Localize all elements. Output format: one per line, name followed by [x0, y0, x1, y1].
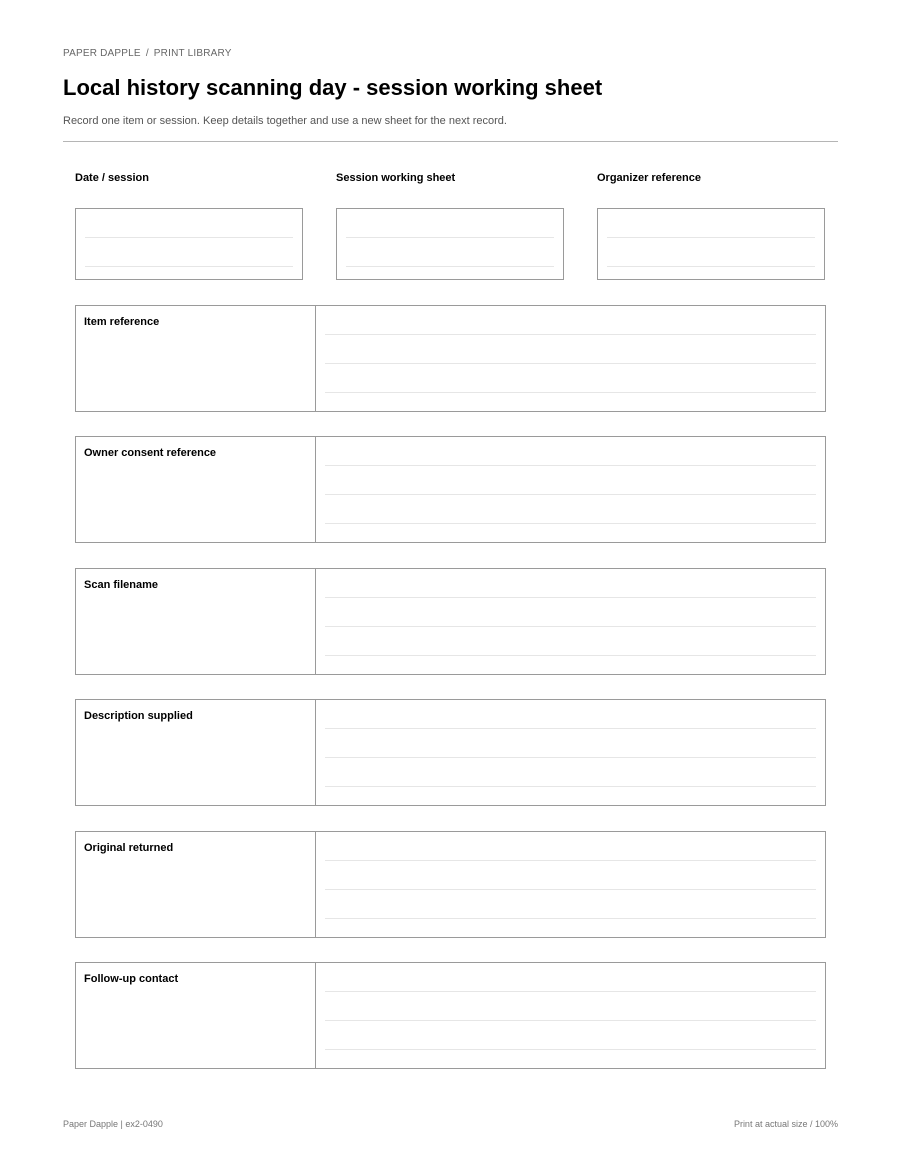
page-title: Local history scanning day - session working sheet	[63, 75, 603, 100]
write-line	[325, 334, 816, 335]
write-line	[325, 655, 816, 656]
write-line	[325, 392, 816, 393]
write-line	[325, 786, 816, 787]
date-session-write-box[interactable]	[75, 208, 303, 280]
date-session-label: Date / session	[75, 172, 149, 184]
description-supplied-write-area[interactable]	[316, 700, 825, 805]
page-subtitle: Record one item or session. Keep details together and use a new sheet for the next record.	[63, 115, 507, 127]
write-line	[607, 266, 815, 267]
description-supplied-label: Description supplied	[76, 700, 316, 805]
write-line	[325, 889, 816, 890]
original-returned-label: Original returned	[76, 832, 316, 937]
write-line	[325, 1020, 816, 1021]
owner-consent-reference-write-area[interactable]	[316, 437, 825, 542]
item-reference-label: Item reference	[76, 306, 316, 411]
breadcrumb-brand: PAPER DAPPLE	[63, 48, 141, 59]
write-line	[346, 266, 554, 267]
write-line	[325, 363, 816, 364]
write-line	[325, 991, 816, 992]
follow-up-contact-row	[75, 962, 826, 1069]
write-line	[325, 860, 816, 861]
write-line	[346, 237, 554, 238]
owner-consent-reference-label: Owner consent reference	[76, 437, 316, 542]
session-working-sheet-write-box[interactable]	[336, 208, 564, 280]
original-returned-row	[75, 831, 826, 938]
write-line	[325, 494, 816, 495]
write-line	[85, 266, 293, 267]
write-line	[325, 728, 816, 729]
write-line	[325, 1049, 816, 1050]
footer-print-note: Print at actual size / 100%	[733, 1119, 838, 1129]
owner-consent-reference-row	[75, 436, 826, 543]
organizer-reference-write-box[interactable]	[597, 208, 825, 280]
description-supplied-row	[75, 699, 826, 806]
follow-up-contact-label: Follow-up contact	[76, 963, 316, 1068]
organizer-reference-label: Organizer reference	[597, 172, 701, 184]
write-line	[325, 597, 816, 598]
session-working-sheet-label: Session working sheet	[336, 172, 456, 184]
original-returned-write-area[interactable]	[316, 832, 825, 937]
breadcrumb-section: PRINT LIBRARY	[153, 48, 232, 59]
breadcrumb	[63, 48, 232, 59]
write-line	[607, 237, 815, 238]
session-working-sheet-field	[336, 172, 564, 280]
header-divider	[63, 141, 838, 142]
item-reference-write-area[interactable]	[316, 306, 825, 411]
organizer-reference-field	[597, 172, 825, 280]
breadcrumb-separator: /	[145, 48, 149, 59]
scan-filename-label: Scan filename	[76, 569, 316, 674]
write-line	[325, 757, 816, 758]
item-reference-row	[75, 305, 826, 412]
write-line	[325, 918, 816, 919]
write-line	[85, 237, 293, 238]
write-line	[325, 523, 816, 524]
scan-filename-write-area[interactable]	[316, 569, 825, 674]
scan-filename-row	[75, 568, 826, 675]
footer-source: Paper Dapple | ex2-0490	[63, 1119, 163, 1129]
date-session-field	[75, 172, 303, 280]
write-line	[325, 465, 816, 466]
write-line	[325, 626, 816, 627]
follow-up-contact-write-area[interactable]	[316, 963, 825, 1068]
